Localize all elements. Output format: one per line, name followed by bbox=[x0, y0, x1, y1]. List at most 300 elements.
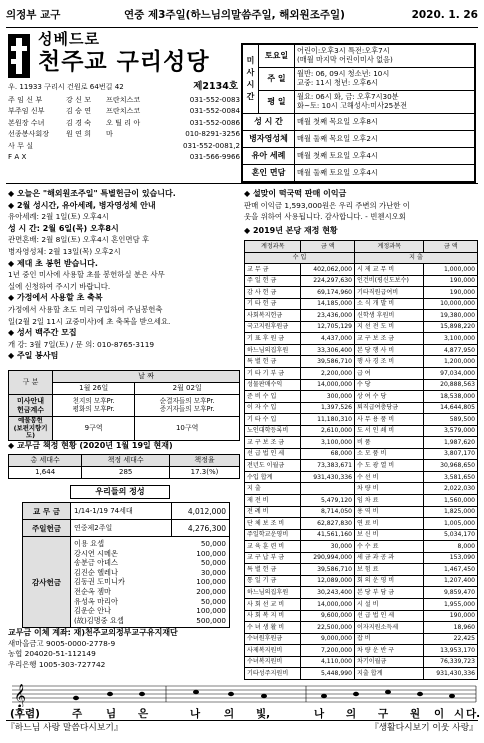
finance-account: 수 당 bbox=[354, 379, 423, 391]
thanks-row bbox=[74, 577, 226, 587]
finance-account: 수녀원후원금 bbox=[245, 633, 301, 645]
extra-text-3: 매월 첫째 토요일 오후4시 bbox=[295, 148, 475, 165]
finance-row bbox=[245, 425, 478, 437]
lyric-syllable: 나 bbox=[314, 708, 325, 720]
finance-table bbox=[244, 240, 478, 680]
pledge-value: 1,644 bbox=[9, 467, 82, 479]
service-date-2: 2월 02일 bbox=[135, 383, 240, 395]
staff-phone: 031-552-0086 bbox=[189, 117, 240, 127]
thanks-row bbox=[74, 597, 226, 607]
finance-amount: 68,000 bbox=[301, 448, 355, 460]
lyric-syllable: (후렴) bbox=[10, 708, 40, 720]
finance-account: 보 신 비 bbox=[354, 529, 423, 541]
offering-amount: 4,276,300 bbox=[172, 520, 230, 537]
finance-amount: 10,000,000 bbox=[424, 298, 478, 310]
finance-account: 기 타 수 입 bbox=[245, 414, 301, 426]
lyric-syllable: 빛, bbox=[256, 708, 271, 720]
finance-account: 하느님의집후원 bbox=[245, 587, 301, 599]
extra-label-4: 혼인 면담 bbox=[243, 165, 295, 182]
notice-heading-1: ◆ 오늘은 "해외원조주일" 특별헌금이 있습니다. bbox=[8, 189, 176, 198]
service-cell: 9구역 bbox=[53, 417, 135, 441]
thanks-amount: 100,000 bbox=[196, 577, 226, 587]
finance-row bbox=[245, 506, 478, 518]
thanks-amount: 50,000 bbox=[200, 596, 226, 606]
lyric-syllable: 나 bbox=[190, 708, 201, 720]
finance-row bbox=[245, 633, 478, 645]
finance-amount: 18,960 bbox=[424, 622, 478, 634]
finance-row bbox=[245, 610, 478, 622]
finance-account: 하느님의집후원 bbox=[245, 344, 301, 356]
finance-row bbox=[245, 483, 478, 495]
account-line: 농협 204020-51-112149 bbox=[8, 649, 96, 658]
finance-account: 성물판매수익 bbox=[245, 379, 301, 391]
finance-account: 교 무 금 bbox=[245, 264, 301, 276]
notice-text: 실에 신청하여 주시기 바랍니다. bbox=[8, 281, 111, 291]
finance-amount: 190,000 bbox=[424, 275, 478, 287]
finance-amount: 3,579,000 bbox=[424, 425, 478, 437]
finance-row bbox=[245, 310, 478, 322]
extra-label-2: 병자영성체 bbox=[243, 131, 295, 148]
finance-row bbox=[245, 564, 478, 576]
thanks-amount: 100,000 bbox=[196, 548, 226, 558]
finance-account: 수녀복지원비 bbox=[245, 656, 301, 668]
finance-account: 수 녀 생 활 비 bbox=[245, 622, 301, 634]
finance-amount: 39,586,710 bbox=[301, 356, 355, 368]
finance-account: 퇴직급여충당금 bbox=[354, 402, 423, 414]
sale-text: 웃을 위하여 사용됩니다. 감사합니다. - 빈첸시오회 bbox=[244, 212, 406, 222]
finance-row bbox=[245, 368, 478, 380]
finance-amount: 20,888,563 bbox=[424, 379, 478, 391]
finance-account: 특 별 헌 금 bbox=[245, 356, 301, 368]
finance-account: 지 출 bbox=[245, 483, 301, 495]
service-row-label: 미사안내 헌금계수 bbox=[9, 395, 53, 417]
sunday-title: 연중 제3주일(하느님의말씀주일, 해외원조주일) bbox=[124, 9, 345, 21]
staff-phone: 010-8291-3256 bbox=[185, 129, 240, 139]
pledge-title: ◆ 교무금 책정 현황 (2020년 1월 19일 현재) bbox=[8, 441, 173, 450]
finance-amount: 1,987,620 bbox=[424, 437, 478, 449]
pledge-header: 책정율 bbox=[170, 455, 240, 467]
finance-amount: 402,062,000 bbox=[301, 264, 355, 276]
staff-row bbox=[8, 153, 240, 164]
spirit-title: 우리들의 정성 bbox=[70, 485, 170, 499]
finance-account: 지 선 전 도 비 bbox=[354, 321, 423, 333]
staff-list bbox=[8, 96, 240, 164]
finance-account: 국고지원후원금 bbox=[245, 321, 301, 333]
offering-desc: 연중제2주일 bbox=[71, 520, 172, 537]
finance-amount: 30,000 bbox=[301, 541, 355, 553]
finance-amount: 19,380,000 bbox=[424, 310, 478, 322]
section-divider bbox=[6, 183, 478, 184]
finance-amount: 300,000 bbox=[301, 391, 355, 403]
finance-account: 비 품 bbox=[354, 437, 423, 449]
finance-amount: 4,437,000 bbox=[301, 333, 355, 345]
finance-account: 교 구 납 부 금 bbox=[245, 552, 301, 564]
finance-amount: 9,600,000 bbox=[301, 610, 355, 622]
finance-amount: 4,110,000 bbox=[301, 656, 355, 668]
mass-day-sun: 주 일 bbox=[259, 68, 295, 91]
finance-row bbox=[245, 518, 478, 530]
finance-account: 회 의 운 영 비 bbox=[354, 575, 423, 587]
lyric-syllable: 주 bbox=[72, 708, 83, 720]
thanks-row bbox=[74, 606, 226, 616]
service-cell: 순결자들의 모후Pr. 증거자들의 모후Pr. bbox=[135, 395, 240, 417]
thanks-row bbox=[74, 616, 226, 626]
finance-amount: 14,000,000 bbox=[301, 379, 355, 391]
finance-row bbox=[245, 460, 478, 472]
parish-name: 의정부 교구 bbox=[6, 9, 61, 21]
finance-amount: 76,339,723 bbox=[424, 656, 478, 668]
finance-amount: 5,479,120 bbox=[301, 495, 355, 507]
finance-account: 지출 합계 bbox=[354, 668, 423, 680]
finance-account: 신학생 후원비 bbox=[354, 310, 423, 322]
extra-text-2: 매월 둘째 목요일 오후2시 bbox=[295, 131, 475, 148]
notice-heading-4: ◆ 가정에서 사용할 초 축복 bbox=[8, 293, 103, 303]
finance-amount: 290,994,000 bbox=[301, 552, 355, 564]
finance-amount: 931,430,336 bbox=[424, 668, 478, 680]
finance-amount: 2,610,000 bbox=[301, 425, 355, 437]
staff-role: F A X bbox=[8, 151, 27, 161]
service-date-1: 1월 26일 bbox=[53, 383, 135, 395]
finance-account: 기타직원급여비 bbox=[354, 287, 423, 299]
lyric-syllable: 의 bbox=[224, 708, 235, 720]
finance-header: 계정과목 bbox=[354, 241, 423, 253]
issue-date: 2020. 1. 26 bbox=[411, 9, 478, 21]
church-address: 우. 11933 구리시 건원로 64번길 42 bbox=[8, 82, 124, 91]
staff-phone: 031-552-0083 bbox=[189, 95, 240, 104]
notice-heading-5: ◆ 성서 백주간 모집 bbox=[8, 328, 77, 338]
finance-account: 노인대학등록비 bbox=[245, 425, 301, 437]
finance-row bbox=[245, 448, 478, 460]
finance-title: ◆ 2019년 본당 재정 현황 bbox=[244, 225, 338, 235]
finance-account: 전 례 비 bbox=[245, 506, 301, 518]
finance-row bbox=[245, 529, 478, 541]
finance-row bbox=[245, 645, 478, 657]
finance-account: 행 사 경 조 비 bbox=[354, 356, 423, 368]
finance-account: 수 도 광 열 비 bbox=[354, 460, 423, 472]
finance-amount: 1,207,400 bbox=[424, 575, 478, 587]
mass-side-label: 미 사 시 간 bbox=[243, 45, 259, 114]
finance-account: 주일학교운영비 bbox=[245, 529, 301, 541]
finance-row bbox=[245, 333, 478, 345]
finance-amount: 153,090 bbox=[424, 552, 478, 564]
thanks-amount: 50,000 bbox=[200, 539, 226, 548]
finance-amount: 9,000,000 bbox=[301, 633, 355, 645]
finance-row bbox=[245, 414, 478, 426]
finance-amount: 8,714,050 bbox=[301, 506, 355, 518]
staff-title: 프란치스코 bbox=[106, 95, 141, 104]
church-name-block bbox=[38, 30, 228, 82]
thanks-row bbox=[74, 549, 226, 559]
finance-row bbox=[245, 598, 478, 610]
finance-account: 사 무 용 품 비 bbox=[354, 414, 423, 426]
finance-row bbox=[245, 668, 478, 680]
finance-row bbox=[245, 402, 478, 414]
finance-amount: 1,825,000 bbox=[424, 506, 478, 518]
finance-row bbox=[245, 495, 478, 507]
finance-amount: 14,185,000 bbox=[301, 298, 355, 310]
sale-block bbox=[244, 188, 478, 236]
account-line: 새마을금고 9005-0000-2778-9 bbox=[8, 638, 116, 648]
finance-amount: 22,425 bbox=[424, 633, 478, 645]
mass-day-weekday: 평 일 bbox=[259, 91, 295, 114]
service-cell: 천지의 모후Pr. 평화의 모후Pr. bbox=[53, 395, 135, 417]
finance-amount: 190,000 bbox=[424, 610, 478, 622]
staff-role: 사 무 실 bbox=[8, 140, 34, 150]
finance-account: 기 표 후 원 금 bbox=[245, 333, 301, 345]
finance-account: 제 전 비 bbox=[245, 495, 301, 507]
finance-amount: 2,200,000 bbox=[301, 368, 355, 380]
finance-account: 통 일 기 금 bbox=[245, 575, 301, 587]
thanks-row bbox=[74, 539, 226, 549]
staff-role: 본원장 수녀 bbox=[8, 117, 45, 127]
service-col-group: 구 분 bbox=[9, 371, 53, 395]
finance-amount: 5,448,990 bbox=[301, 668, 355, 680]
finance-amount: 73,383,671 bbox=[301, 460, 355, 472]
thanks-amount: 200,000 bbox=[196, 586, 226, 596]
finance-row bbox=[245, 264, 478, 276]
header-bar bbox=[6, 9, 478, 25]
notice-text: 개 강: 3월 7일(토) / 문 의: 010-8765-3119 bbox=[8, 339, 155, 349]
staff-title: 프란치스코 bbox=[106, 106, 141, 116]
thanks-amount: 30,000 bbox=[200, 567, 226, 577]
thanks-row bbox=[74, 568, 226, 578]
thanks-name: (故)김명중 요셉 bbox=[74, 615, 124, 625]
finance-amount: 22,500,000 bbox=[301, 622, 355, 634]
finance-amount: 1,397,526 bbox=[301, 402, 355, 414]
thanks-name: 이용 요셉 bbox=[74, 539, 105, 548]
finance-account: 전년도 이월금 bbox=[245, 460, 301, 472]
notice-text: 일(2월 2일 11시 교중미사)에 초 축복을 받으세요. bbox=[8, 316, 171, 326]
thanks-name: 강시연 시메온 bbox=[74, 548, 118, 558]
finance-account: 준 비 수 입 bbox=[245, 391, 301, 403]
staff-name: 김 승 연 bbox=[66, 106, 92, 116]
staff-role: 부주임 신부 bbox=[8, 106, 45, 116]
staff-role: 주 임 신 부 bbox=[8, 95, 43, 104]
service-col-date: 날 짜 bbox=[53, 371, 240, 383]
staff-name bbox=[66, 153, 106, 164]
finance-amount: 1,200,000 bbox=[424, 356, 478, 368]
finance-account: 상 여 수 당 bbox=[354, 391, 423, 403]
finance-header: 계정과목 bbox=[245, 241, 301, 253]
thanks-row bbox=[74, 587, 226, 597]
thanks-list bbox=[71, 537, 230, 628]
finance-account: 단 체 보 조 비 bbox=[245, 518, 301, 530]
finance-amount: 12,705,129 bbox=[301, 321, 355, 333]
thanks-name: 송분금 아녜스 bbox=[74, 558, 118, 568]
finance-account: 이자지원소득세 bbox=[354, 622, 423, 634]
mass-day-sat: 토요일 bbox=[259, 45, 295, 68]
church-logo-icon bbox=[8, 34, 30, 78]
account-line: 우리은행 1005-303-727742 bbox=[8, 659, 106, 669]
church-name-small: 성베드로 bbox=[38, 30, 100, 48]
finance-row bbox=[245, 344, 478, 356]
finance-amount: 5,034,170 bbox=[424, 529, 478, 541]
finance-account: 교 구 보 조 금 bbox=[354, 333, 423, 345]
finance-amount: 30,968,650 bbox=[424, 460, 478, 472]
thanks-name: 김운순 안나 bbox=[74, 606, 112, 616]
sale-text: 판매 이익금 1,593,000원은 우리 주변의 가난한 이 bbox=[244, 200, 410, 210]
finance-row bbox=[245, 552, 478, 564]
finance-amount: 23,436,000 bbox=[301, 310, 355, 322]
finance-row bbox=[245, 471, 478, 483]
finance-row bbox=[245, 298, 478, 310]
notice-text: 가정에서 사용할 초도 미리 구입하여 주님봉헌축 bbox=[8, 304, 163, 314]
finance-expense-header: 지 출 bbox=[354, 252, 477, 264]
finance-amount: 7,200,000 bbox=[301, 645, 355, 657]
staff-title: 마 bbox=[106, 129, 113, 139]
finance-amount: 15,898,220 bbox=[424, 321, 478, 333]
finance-account: 도 서 인 쇄 비 bbox=[354, 425, 423, 437]
finance-account: 특 별 헌 금 bbox=[245, 564, 301, 576]
finance-amount: 12,089,000 bbox=[301, 575, 355, 587]
finance-row bbox=[245, 437, 478, 449]
finance-account: 본 당 부 담 금 bbox=[354, 587, 423, 599]
finance-amount: 30,243,400 bbox=[301, 587, 355, 599]
finance-row bbox=[245, 622, 478, 634]
finance-row bbox=[245, 379, 478, 391]
mass-schedule bbox=[241, 43, 476, 183]
finance-account: 선 급 법 인 세 bbox=[354, 610, 423, 622]
pledge-header: 총 세대수 bbox=[9, 455, 82, 467]
finance-header: 금 액 bbox=[301, 241, 355, 253]
extra-text-1: 매월 첫째 목요일 오후8시 bbox=[295, 114, 475, 131]
staff-name bbox=[66, 142, 106, 153]
lyric-syllable: 이 bbox=[434, 708, 445, 720]
mass-time-sun: 월반: 06, 09시 청소년: 10시 교중: 11시 청년: 오후6시 bbox=[295, 68, 475, 91]
finance-amount: 4,877,950 bbox=[424, 344, 478, 356]
lyric-syllable: 시 bbox=[454, 708, 465, 720]
lyric-syllable: 다. bbox=[466, 708, 481, 720]
finance-amount: 1,467,450 bbox=[424, 564, 478, 576]
finance-amount: 9,859,470 bbox=[424, 587, 478, 599]
notice-text: 유아세례: 2월 1일(토) 오후4시 bbox=[8, 212, 109, 222]
finance-amount: 3,581,650 bbox=[424, 471, 478, 483]
staff-name: 원 연 희 bbox=[66, 129, 92, 139]
staff-row bbox=[8, 130, 240, 141]
offering-desc: 1/14-1/19 74세대 bbox=[71, 503, 172, 520]
mass-time-weekday: 월요: 06시 화, 금: 오후7시30분 화~토: 10시 고해성사:미사25분전 bbox=[295, 91, 475, 114]
finance-account: 차기이월금 bbox=[354, 656, 423, 668]
account-info bbox=[8, 628, 240, 670]
pledge-value: 17.3(%) bbox=[170, 467, 240, 479]
sale-title: ◆ 설맞이 떡국떡 판매 이익금 bbox=[244, 189, 347, 198]
extra-label-3: 유아 세례 bbox=[243, 148, 295, 165]
finance-account: 교 구 보 조 금 bbox=[245, 437, 301, 449]
finance-account: 소 모 품 비 bbox=[354, 448, 423, 460]
thanks-amount: 100,000 bbox=[196, 606, 226, 616]
lyric-syllable: 구 bbox=[378, 708, 389, 720]
offering-label: 교 무 금 bbox=[23, 503, 71, 520]
finance-amount: 2,022,030 bbox=[424, 483, 478, 495]
finance-amount: 33,306,400 bbox=[301, 344, 355, 356]
extra-label-1: 성 시 간 bbox=[243, 114, 295, 131]
finance-account: 기 타 기 부 금 bbox=[245, 368, 301, 380]
service-row-label: 예물봉헌 (보편지향기도) bbox=[9, 417, 53, 441]
finance-account: 사 회 선 교 비 bbox=[245, 598, 301, 610]
church-name-large: 천주교 구리성당 bbox=[38, 49, 210, 75]
finance-account: 시 제 교 무 비 bbox=[354, 264, 423, 276]
thanks-name: 김진순 헬레나 bbox=[74, 567, 118, 577]
staff-name: 김 경 숙 bbox=[66, 117, 92, 127]
notice-heading-3: ◆ 제대 초 봉헌 받습니다. bbox=[8, 258, 98, 268]
notices-block bbox=[8, 188, 240, 362]
finance-amount: 97,034,000 bbox=[424, 368, 478, 380]
finance-account: 수 선 비 bbox=[354, 471, 423, 483]
finance-account: 보 험 료 bbox=[354, 564, 423, 576]
staff-title bbox=[106, 153, 168, 164]
finance-account: 교 육 훈 련 비 bbox=[245, 541, 301, 553]
offering-amount: 4,012,000 bbox=[172, 503, 230, 520]
finance-account: 용 역 비 bbox=[354, 506, 423, 518]
finance-row bbox=[245, 275, 478, 287]
thanks-row bbox=[74, 558, 226, 568]
lyric-syllable: 님 bbox=[106, 708, 117, 720]
service-cell: 10구역 bbox=[135, 417, 240, 441]
footer-right: 『생활다시보기 이웃 사랑』 bbox=[369, 723, 478, 733]
lyric-syllable: 원 bbox=[410, 708, 421, 720]
finance-account: 기 타 헌 금 bbox=[245, 298, 301, 310]
finance-amount: 3,100,000 bbox=[424, 333, 478, 345]
staff-role: 선종봉사회장 bbox=[8, 129, 50, 139]
finance-amount: 62,827,830 bbox=[301, 518, 355, 530]
notice-heading-6: ◆ 주일 봉사팀 bbox=[8, 351, 59, 361]
finance-amount: 1,560,000 bbox=[424, 495, 478, 507]
finance-account: 이 자 수 입 bbox=[245, 402, 301, 414]
church-address-row bbox=[8, 83, 240, 92]
svg-text:𝄞: 𝄞 bbox=[14, 683, 26, 707]
thanks-amount: 50,000 bbox=[200, 558, 226, 568]
finance-account: 소 식 개 발 비 bbox=[354, 298, 423, 310]
finance-account: 연 료 비 bbox=[354, 518, 423, 530]
staff-title: 오 틸 리 아 bbox=[106, 117, 141, 127]
notice-heading-2: ◆ 2월 성시간, 유아세례, 병자영성체 안내 bbox=[8, 200, 156, 210]
issue-number: 제2134호 bbox=[193, 81, 238, 92]
finance-account: 사 회 복 지 비 bbox=[245, 610, 301, 622]
finance-account: 선 급 법 인 세 bbox=[245, 448, 301, 460]
finance-account: 차 량 운 반 구 bbox=[354, 645, 423, 657]
finance-account: 세 금 과 공 과 bbox=[354, 552, 423, 564]
thanks-name: 유성옥 마리아 bbox=[74, 596, 118, 606]
finance-account: 기타성주지원비 bbox=[245, 668, 301, 680]
pledge-value: 285 bbox=[82, 467, 170, 479]
offering-table bbox=[22, 502, 230, 628]
staff-phone: 031-552-0084 bbox=[189, 106, 240, 116]
finance-account: 사회복지헌금 bbox=[245, 310, 301, 322]
finance-account: 감 사 헌 금 bbox=[245, 287, 301, 299]
finance-account: 차 량 비 bbox=[354, 483, 423, 495]
finance-row bbox=[245, 656, 478, 668]
finance-amount: 224,297,630 bbox=[301, 275, 355, 287]
header-divider bbox=[6, 27, 478, 28]
finance-account: 시 설 비 bbox=[354, 598, 423, 610]
finance-row bbox=[245, 356, 478, 368]
mass-time-sat: 어린이:오후3시 특전:오후7시 (매월 마지막 어린이미사 없음) bbox=[295, 45, 475, 68]
finance-amount: 3,100,000 bbox=[301, 437, 355, 449]
notice-text: 1년 중인 미사에 사용할 초를 봉헌하실 분은 사무 bbox=[8, 270, 165, 280]
finance-account: 잡 비 bbox=[354, 633, 423, 645]
finance-income-header: 수 입 bbox=[245, 252, 355, 264]
service-table bbox=[8, 370, 240, 441]
finance-amount: 41,561,160 bbox=[301, 529, 355, 541]
finance-amount: 11,180,310 bbox=[301, 414, 355, 426]
finance-amount: 3,807,170 bbox=[424, 448, 478, 460]
finance-amount: 190,000 bbox=[424, 287, 478, 299]
finance-account: 수입 합계 bbox=[245, 471, 301, 483]
thanks-name: 김동권 도미니카 bbox=[74, 577, 125, 587]
footer-divider bbox=[6, 720, 478, 721]
staff-name: 강 신 모 bbox=[66, 95, 92, 104]
finance-account: 본 당 행 사 비 bbox=[354, 344, 423, 356]
